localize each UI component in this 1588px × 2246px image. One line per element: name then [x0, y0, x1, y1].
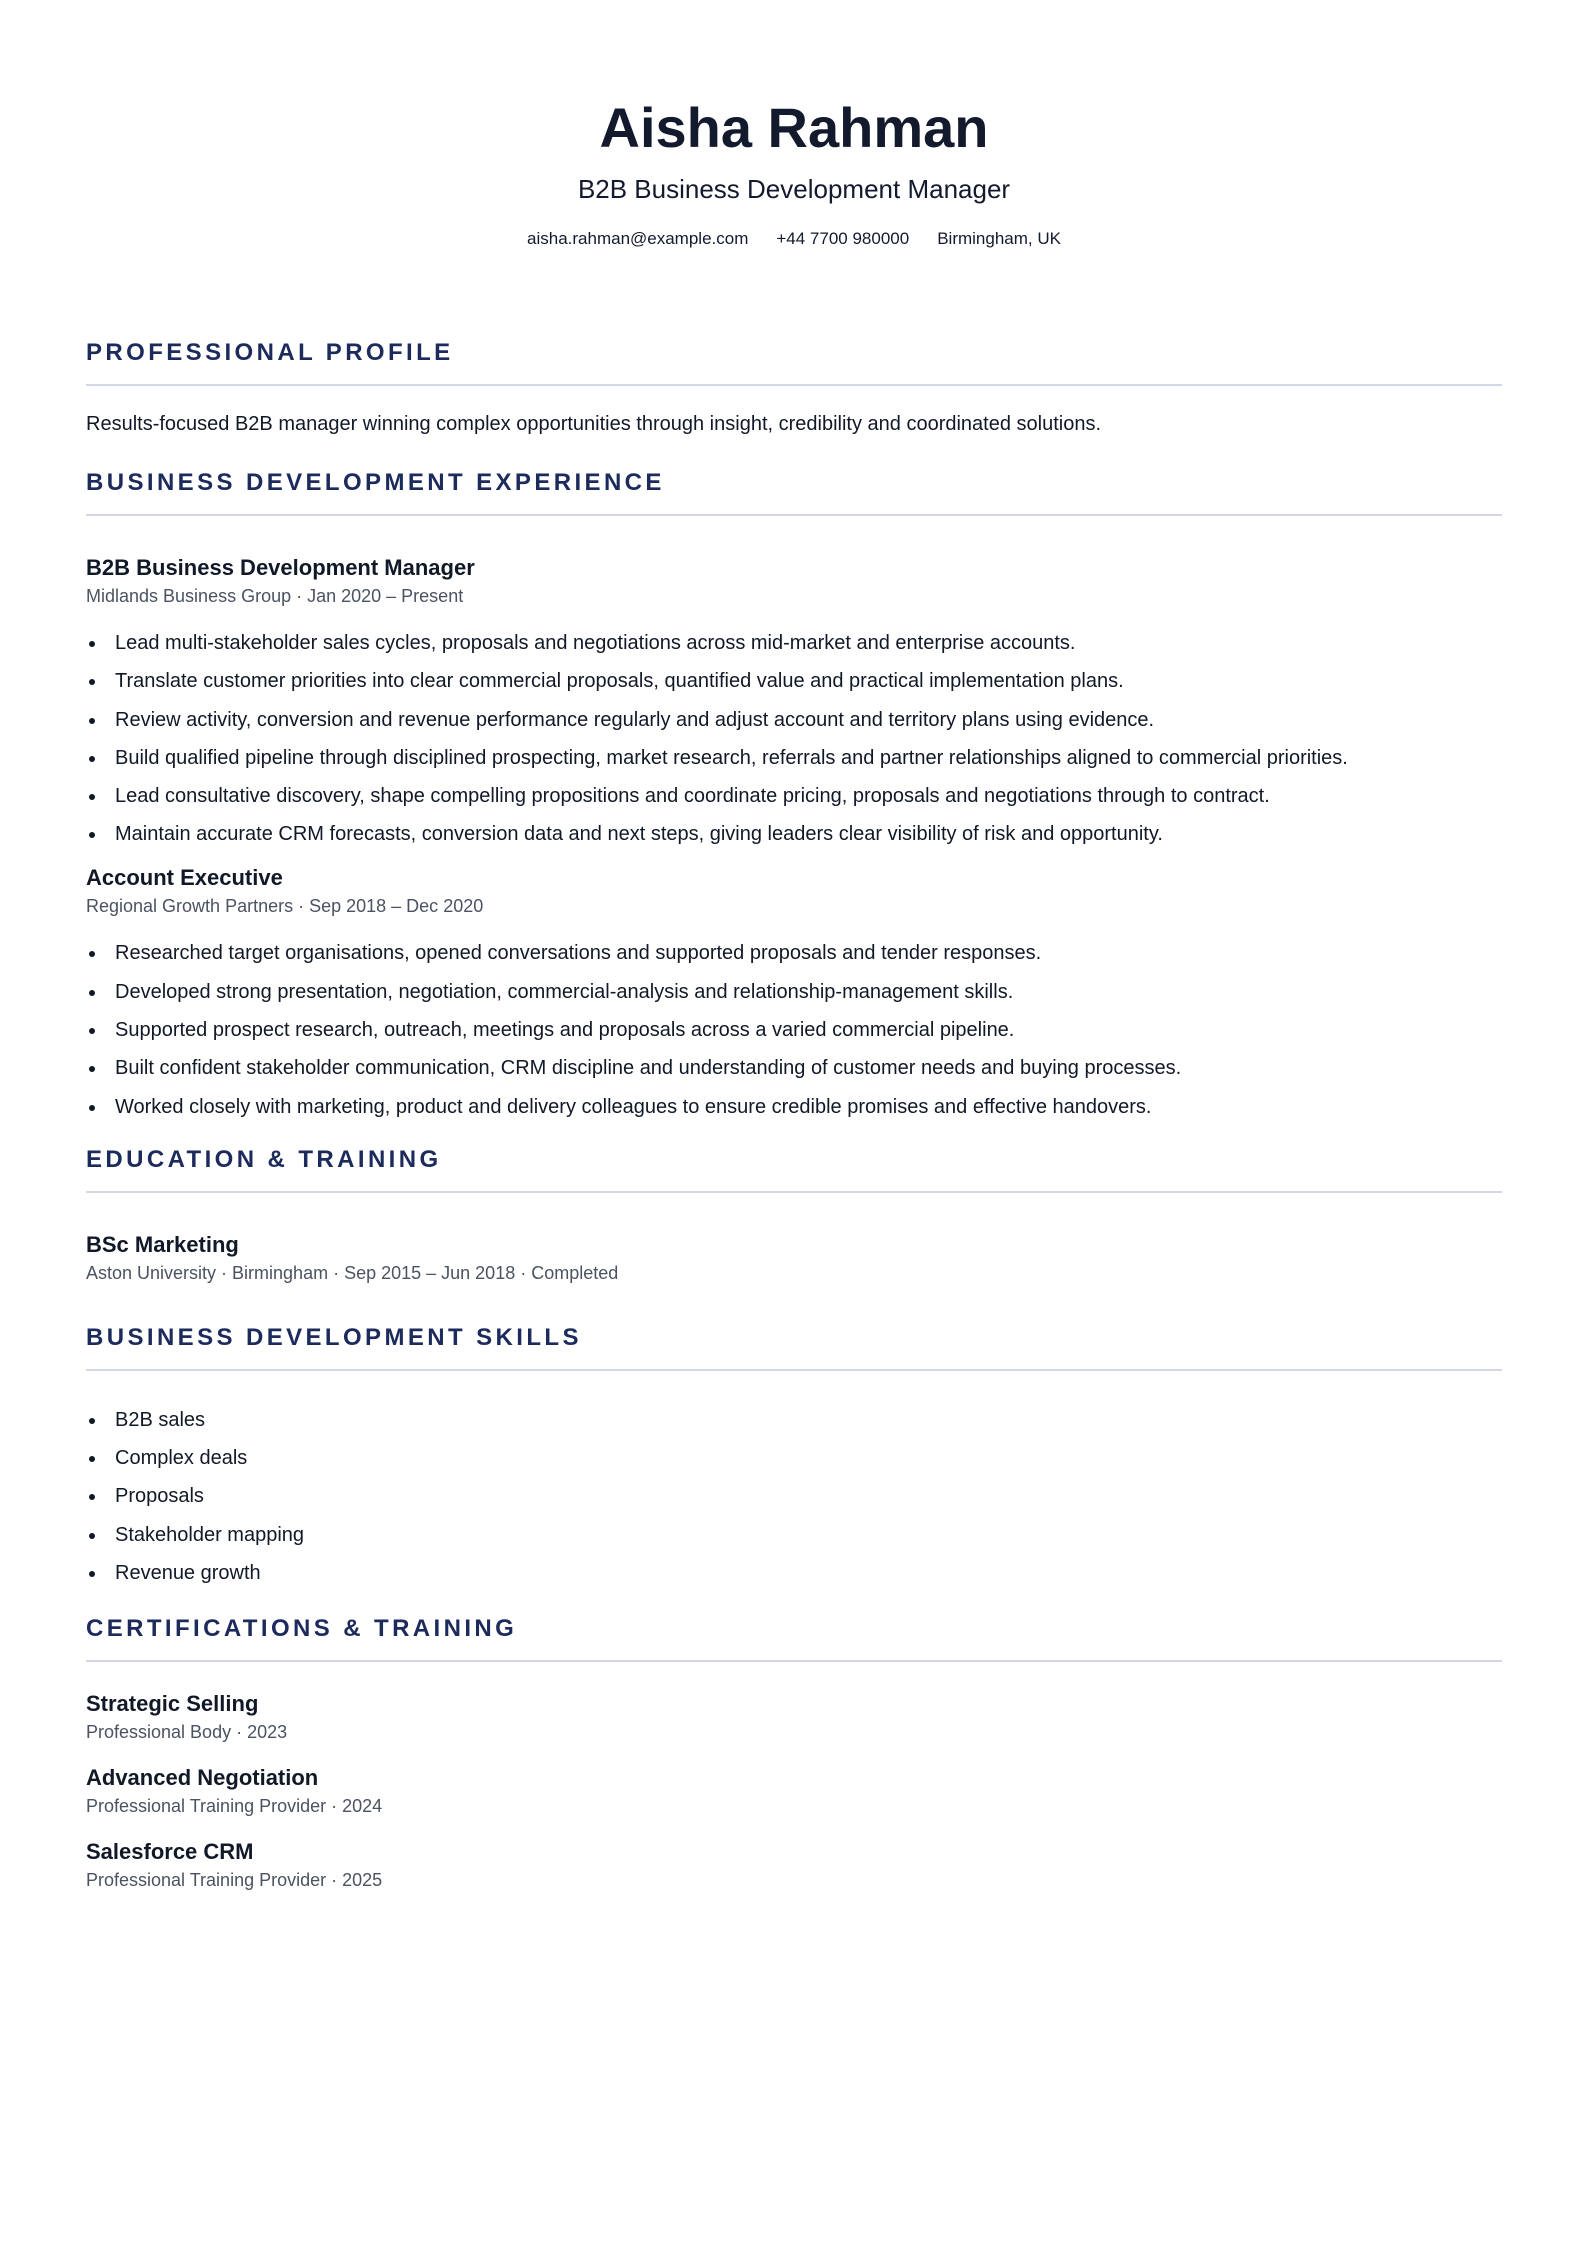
skill-item: Complex deals [115, 1445, 1502, 1472]
certification-meta: Professional Body · 2023 [86, 1721, 288, 1742]
certification-entry [86, 1690, 1502, 1744]
job-bullet: Worked closely with marketing, product and delivery colleagues to ensure credible promises and effective handovers. [115, 1094, 1502, 1121]
job-role: Account Executive [86, 865, 283, 891]
section-title-education: EDUCATION & TRAINING [86, 1145, 1502, 1193]
skill-item: Stakeholder mapping [115, 1522, 1502, 1549]
contact-phone[interactable]: +44 7700 980000 [776, 229, 910, 248]
job-entry [86, 864, 1502, 1120]
job-bullet: Supported prospect research, outreach, meetings and proposals across a varied commercial pipeline. [115, 1017, 1502, 1044]
job-bullet: Developed strong presentation, negotiation, commercial-analysis and relationship-management skills. [115, 979, 1502, 1006]
job-bullet: Lead multi-stakeholder sales cycles, proposals and negotiations across mid-market and enterprise accounts. [115, 630, 1502, 657]
certification-name: Strategic Selling [86, 1690, 259, 1716]
contact-location: Birmingham, UK [937, 229, 1061, 248]
skill-item: Proposals [115, 1483, 1502, 1510]
skills-section [86, 1323, 1502, 1587]
education-degree: BSc Marketing [86, 1231, 239, 1257]
certification-meta: Professional Training Provider · 2024 [86, 1795, 383, 1816]
education-entry [86, 1231, 1502, 1285]
education-meta: Aston University · Birmingham · Sep 2015 – Jun 2018 · Completed [86, 1262, 619, 1283]
job-bullet: Translate customer priorities into clear commercial proposals, quantified value and practical implementation plans. [115, 668, 1502, 695]
job-bullet: Lead consultative discovery, shape compelling propositions and coordinate pricing, proposals and negotiations through to contract. [115, 783, 1502, 810]
job-meta: Regional Growth Partners · Sep 2018 – Dec 2020 [86, 896, 484, 917]
certification-name: Salesforce CRM [86, 1838, 254, 1864]
job-meta: Midlands Business Group · Jan 2020 – Present [86, 586, 464, 606]
resume-header [86, 0, 1502, 250]
contact-row [86, 228, 1502, 250]
candidate-headline: B2B Business Development Manager [577, 174, 1011, 204]
profile-text: Results-focused B2B manager winning complex opportunities through insight, credibility and coordinated solutions. [86, 413, 1102, 435]
contact-email[interactable]: aisha.rahman@example.com [527, 229, 749, 248]
certification-meta: Professional Training Provider · 2025 [86, 1869, 383, 1890]
education-section [86, 1145, 1502, 1285]
section-title-profile: PROFESSIONAL PROFILE [86, 338, 1502, 386]
section-title-experience: BUSINESS DEVELOPMENT EXPERIENCE [86, 468, 1502, 516]
job-role: B2B Business Development Manager [86, 555, 475, 580]
candidate-name: Aisha Rahman [599, 96, 989, 159]
certification-name: Advanced Negotiation [86, 1764, 319, 1790]
certification-entry [86, 1764, 1502, 1818]
job-bullet: Maintain accurate CRM forecasts, conversion data and next steps, giving leaders clear visibility of risk and opportunity. [115, 821, 1502, 848]
job-bullets [86, 630, 1502, 848]
job-bullet: Researched target organisations, opened conversations and supported proposals and tender responses. [115, 940, 1502, 967]
certifications-section [86, 1614, 1502, 1892]
section-title-skills: BUSINESS DEVELOPMENT SKILLS [86, 1323, 1502, 1371]
job-bullet: Review activity, conversion and revenue performance regularly and adjust account and territory plans using evidence. [115, 707, 1502, 734]
job-bullet: Built confident stakeholder communication, CRM discipline and understanding of customer needs and buying processes. [115, 1055, 1502, 1082]
job-bullet: Build qualified pipeline through disciplined prospecting, market research, referrals and partner relationships aligned to commercial priorities. [115, 745, 1502, 772]
section-title-certifications: CERTIFICATIONS & TRAINING [86, 1614, 1502, 1662]
job-entry [86, 554, 1502, 848]
certification-entry [86, 1838, 1502, 1892]
profile-section [86, 338, 1502, 438]
skill-item: Revenue growth [115, 1560, 1502, 1587]
experience-section [86, 468, 1502, 1121]
job-bullets [86, 940, 1502, 1120]
skills-list [86, 1407, 1502, 1587]
skill-item: B2B sales [115, 1407, 1502, 1434]
